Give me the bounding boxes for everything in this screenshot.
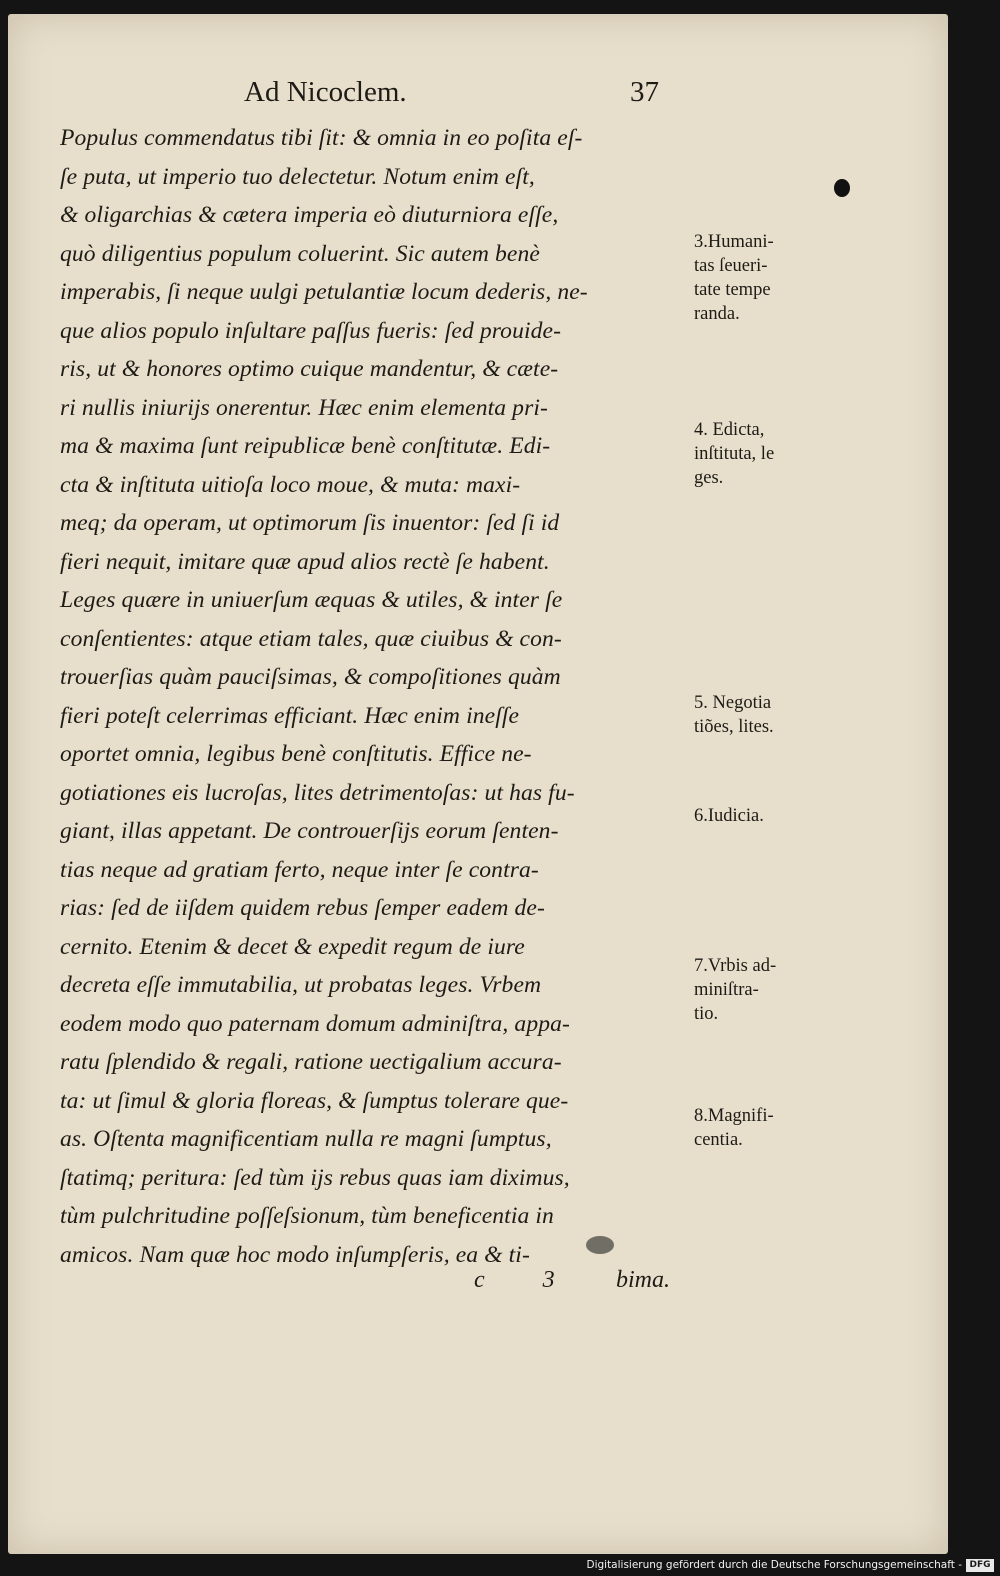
text-line: imperabis, ſi neque uulgi petulantiæ locum dederis, ne- [60, 279, 588, 305]
margin-note-line: 3.Humani- [694, 232, 774, 252]
text-line: ſtatimq; peritura: ſed tùm ijs rebus quas iam diximus, [60, 1164, 570, 1191]
margin-note-line: 7.Vrbis ad- [694, 956, 777, 976]
text-line: decreta eſſe immutabilia, ut probatas leges. Vrbem [60, 972, 542, 998]
text-line: fieri poteſt celerrimas efficiant. Hæc enim ineſſe [60, 702, 520, 729]
text-line: cta & inſtituta uitioſa loco moue, & muta: maxi- [60, 471, 521, 498]
ink-smudge [586, 1236, 614, 1254]
text-line: meq; da operam, ut optimorum ſis inuentor: ſed ſi id [60, 510, 560, 536]
text-line: fieri nequit, imitare quæ apud alios rectè ſe habent. [60, 548, 550, 575]
running-head: Ad Nicoclem. [244, 76, 407, 108]
margin-note-line: miniſtra- [694, 980, 759, 1000]
text-line: que alios populo inſultare paſſus fueris: ſed prouide- [60, 317, 562, 344]
margin-note [694, 418, 774, 490]
margin-note [694, 954, 776, 1026]
margin-note-line: 5. Negotia [694, 693, 772, 713]
text-line: trouerſias quàm pauciſsimas, & compoſitiones quàm [60, 664, 561, 690]
text-line: cernito. Etenim & decet & expedit regum de iure [60, 933, 525, 960]
text-line: amicos. Nam quæ hoc modo inſumpſeris, ea & ti- [60, 1241, 530, 1268]
margin-note-line: 6.Iudicia. [694, 806, 764, 826]
margin-note-line: randa. [694, 304, 740, 324]
text-line: ta: ut ſimul & gloria floreas, & ſumptus tolerare que- [60, 1087, 569, 1114]
signature-mark: c 3 [474, 1267, 581, 1293]
margin-note-line: tate tempe [694, 280, 771, 300]
page-header [8, 76, 948, 116]
text-line: ratu ſplendido & regali, ratione uectigalium accura- [60, 1049, 562, 1075]
text-line: conſentientes: atque etiam tales, quæ ciuibus & con- [60, 625, 562, 652]
margin-note-line: ges. [694, 468, 724, 488]
text-line: eodem modo quo paternam domum adminiſtra, appa- [60, 1010, 570, 1037]
text-line: rias: ſed de iiſdem quidem rebus ſemper eadem de- [60, 895, 545, 921]
text-line: tias neque ad gratiam ferto, neque inter ſe contra- [60, 856, 539, 883]
funding-credit: Digitalisierung gefördert durch die Deutsche Forschungsgemeinschaft - [586, 1559, 962, 1571]
text-line: quò diligentius populum coluerint. Sic autem benè [60, 240, 540, 267]
text-line: ma & maxima ſunt reipublicæ benè conſtitutæ. Edi- [60, 433, 551, 459]
text-line: Leges quære in uniuerſum æquas & utiles, & inter ſe [60, 587, 563, 613]
body-text [60, 119, 692, 1274]
text-line: & oligarchias & cætera imperia eò diuturniora eſſe, [60, 202, 559, 228]
text-line: giant, illas appetant. De controuerſijs eorum ſenten- [60, 818, 559, 844]
text-line: tùm pulchritudine poſſeſsionum, tùm beneficentia in [60, 1203, 554, 1229]
catchword: bima. [616, 1267, 670, 1293]
margin-note-line: tio. [694, 1004, 719, 1024]
ink-blot [834, 179, 850, 197]
text-line: as. Oſtenta magnificentiam nulla re magni ſumptus, [60, 1126, 552, 1152]
text-line: ris, ut & honores optimo cuique mandentur, & cæte- [60, 356, 559, 382]
margin-note-line: tas ſeueri- [694, 256, 768, 276]
dfg-logo: DFG [966, 1559, 994, 1572]
text-line: gotiationes eis lucroſas, lites detrimentoſas: ut has fu- [60, 779, 575, 806]
text-line: oportet omnia, legibus benè conſtitutis. Effice ne- [60, 741, 532, 767]
text-line: Populus commendatus tibi ſit: & omnia in eo poſita eſ- [60, 125, 583, 151]
margin-note-line: 4. Edicta, [694, 420, 765, 440]
margin-note-line: tiões, lites. [694, 717, 774, 737]
margin-note-line: inſtituta, le [694, 444, 775, 464]
margin-note [694, 1104, 774, 1152]
margin-note [694, 230, 774, 326]
text-line: ri nullis iniurijs onerentur. Hæc enim elementa pri- [60, 394, 548, 421]
page-number: 37 [630, 76, 659, 108]
margin-note-line: centia. [694, 1130, 743, 1150]
book-page [8, 14, 948, 1554]
digitization-footer [0, 1556, 1000, 1576]
margin-note-line: 8.Magnifi- [694, 1106, 774, 1126]
margin-note [694, 691, 774, 739]
margin-note [694, 804, 764, 828]
text-line: ſe puta, ut imperio tuo delectetur. Notum enim eſt, [60, 163, 535, 190]
